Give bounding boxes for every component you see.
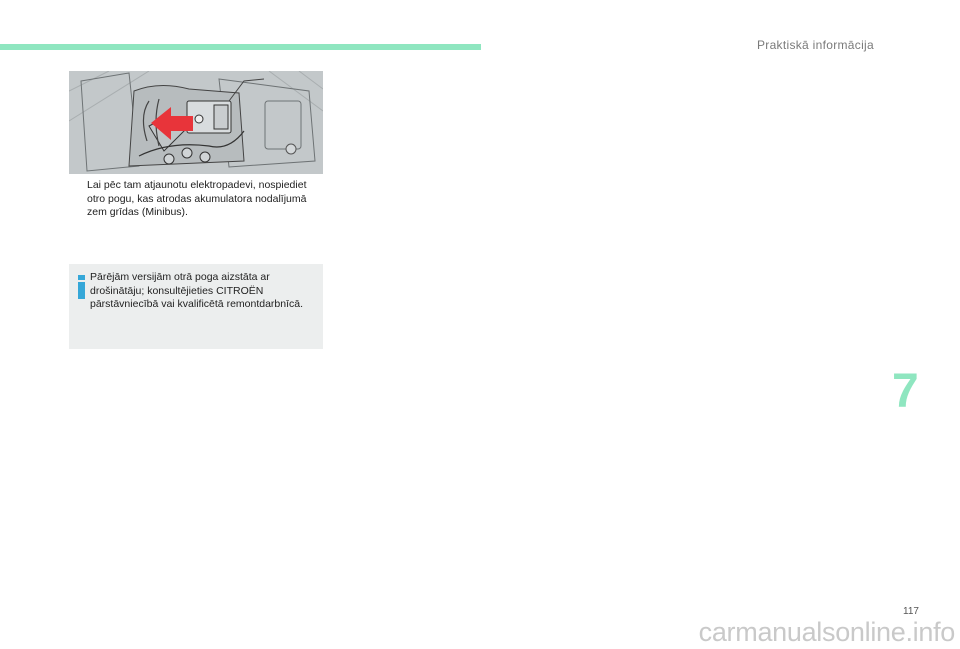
info-text: Pārējām versijām otrā poga aizstāta ar drošinātāju; konsultējieties CITROËN pārstāvniecībā vai kvalificētā remontdarbnīcā. — [90, 271, 304, 310]
chapter-number: 7 — [892, 365, 919, 418]
battery-compartment-drawing — [69, 71, 323, 174]
fuse-illustration — [69, 71, 323, 174]
instruction-bullet — [69, 179, 323, 220]
watermark: carmanualsonline.info — [698, 617, 955, 647]
section-title: Praktiskā informācija — [756, 38, 874, 52]
info-box — [69, 264, 323, 349]
header-accent-bar — [0, 44, 481, 50]
instruction-text: Lai pēc tam atjaunotu elektropadevi, nospiediet otro pogu, kas atrodas akumulatora nodalījumā zem grīdas (Minibus). — [87, 179, 307, 218]
page-number: 117 — [903, 606, 919, 617]
info-icon — [78, 275, 85, 299]
